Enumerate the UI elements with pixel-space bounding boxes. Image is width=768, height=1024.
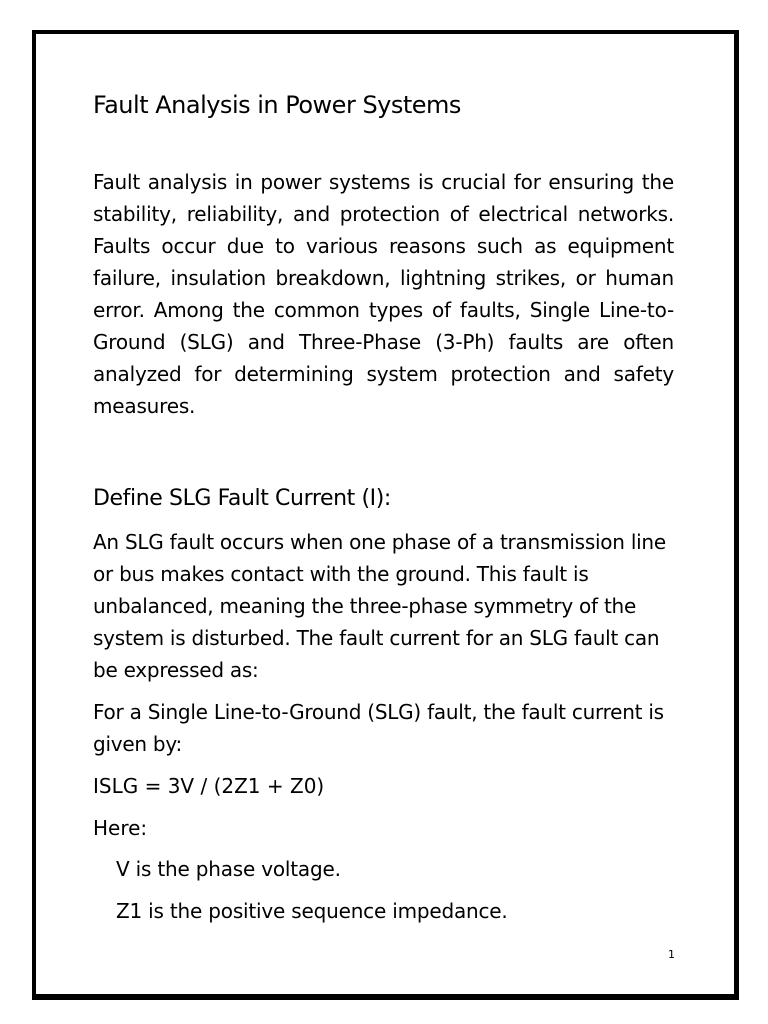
page-number: 1: [668, 948, 675, 961]
section-heading: Define SLG Fault Current (I):: [93, 486, 391, 511]
document-title: Fault Analysis in Power Systems: [93, 91, 461, 119]
intro-paragraph: Fault analysis in power systems is crucial for ensuring the stability, reliability, and protection of electrical networks. Faults occur due to various reasons such as equipment failure, insulation breakdown, lightning strikes, or human error. Among the common types of faults, Single Line-to-Ground (SLG) and Three-Phase (3-Ph) faults are often analyzed for determining system protection and safety measures.: [93, 170, 674, 418]
slg-formula: ISLG = 3V / (2Z1 + Z0): [93, 774, 325, 798]
definition-paragraph: An SLG fault occurs when one phase of a transmission line or bus makes contact with the ground. This fault is unbalanced, meaning the three-phase symmetry of the system is disturbed. The fault current for an SLG fault can be expressed as:: [93, 530, 666, 682]
here-label: Here:: [93, 816, 148, 840]
definition-item-z1: Z1 is the positive sequence impedance.: [116, 899, 508, 923]
given-by-paragraph: For a Single Line-to-Ground (SLG) fault, the fault current is given by:: [93, 700, 664, 756]
definition-item-v: V is the phase voltage.: [116, 857, 341, 881]
